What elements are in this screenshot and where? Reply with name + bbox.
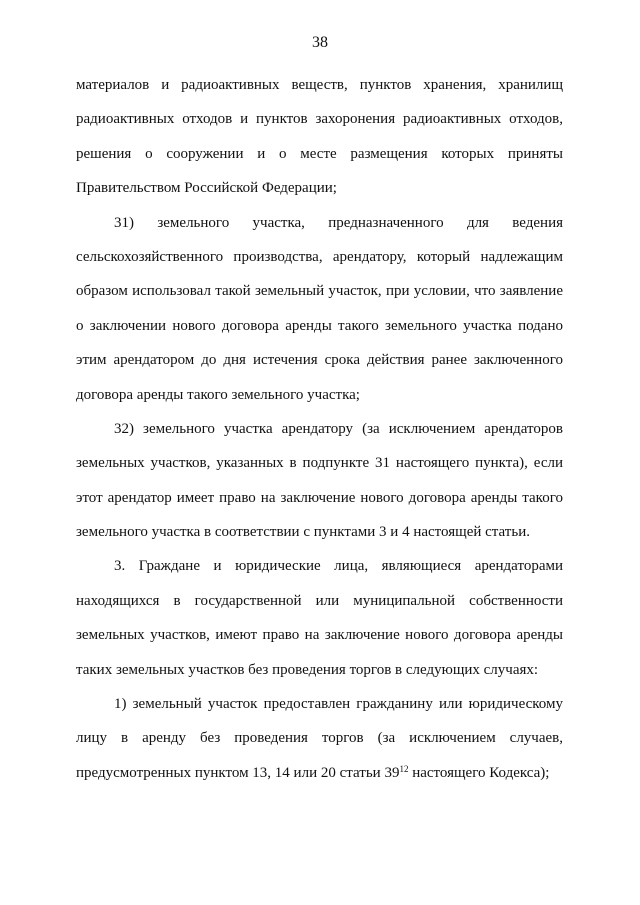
text-line: сельскохозяйственного производства, арендатору, который надлежащим (76, 248, 563, 265)
text-line: о заключении нового договора аренды такого земельного участка подано (76, 317, 563, 334)
text-line: находящихся в государственной или муниципальной собственности (76, 592, 563, 609)
text-line: земельного участка в соответствии с пунктами 3 и 4 настоящей статьи. (76, 524, 530, 541)
document-body (76, 68, 563, 790)
text-line: образом использовал такой земельный участок, при условии, что заявление (76, 283, 563, 300)
text-line: материалов и радиоактивных веществ, пунктов хранения, хранилищ (76, 77, 563, 93)
paragraph-item-1 (76, 687, 563, 790)
text-line: лицу в аренду без проведения торгов (за исключением случаев, (76, 730, 563, 747)
text-line: земельных участков, указанных в подпункте 31 настоящего пункта), если (76, 455, 563, 472)
text-line: решения о сооружении и о месте размещения которых приняты (76, 145, 563, 162)
paragraph-section-3 (76, 549, 563, 687)
text-line: земельных участков, имеют право на заключение нового договора аренды (76, 627, 563, 644)
text-line: 1) земельный участок предоставлен гражданину или юридическому (114, 696, 563, 713)
text-line: 32) земельного участка арендатору (за исключением арендаторов (114, 420, 563, 437)
text-line: 3. Граждане и юридические лица, являющиеся арендаторами (114, 558, 563, 575)
paragraph-continuation (76, 68, 563, 206)
text-line: договора аренды такого земельного участка; (76, 386, 360, 403)
text-line: таких земельных участков без проведения торгов в следующих случаях: (76, 661, 539, 678)
text-line: 31) земельного участка, предназначенного для ведения (114, 214, 563, 231)
text-line: этот арендатор имеет право на заключение нового договора аренды такого (76, 489, 563, 506)
text-line: Правительством Российской Федерации; (76, 180, 337, 197)
superscript: 12 (399, 763, 409, 774)
page-number: 38 (312, 34, 328, 51)
paragraph-item-31 (76, 206, 563, 412)
text-line-with-superscript (76, 756, 563, 790)
text-fragment: предусмотренных пунктом 13, 14 или 20 статьи 39 (76, 764, 400, 781)
paragraph-item-32 (76, 412, 563, 550)
text-line: этим арендатором до дня истечения срока действия ранее заключенного (76, 352, 563, 369)
text-fragment: настоящего Кодекса); (408, 764, 550, 781)
text-line: радиоактивных отходов и пунктов захоронения радиоактивных отходов, (76, 111, 563, 128)
